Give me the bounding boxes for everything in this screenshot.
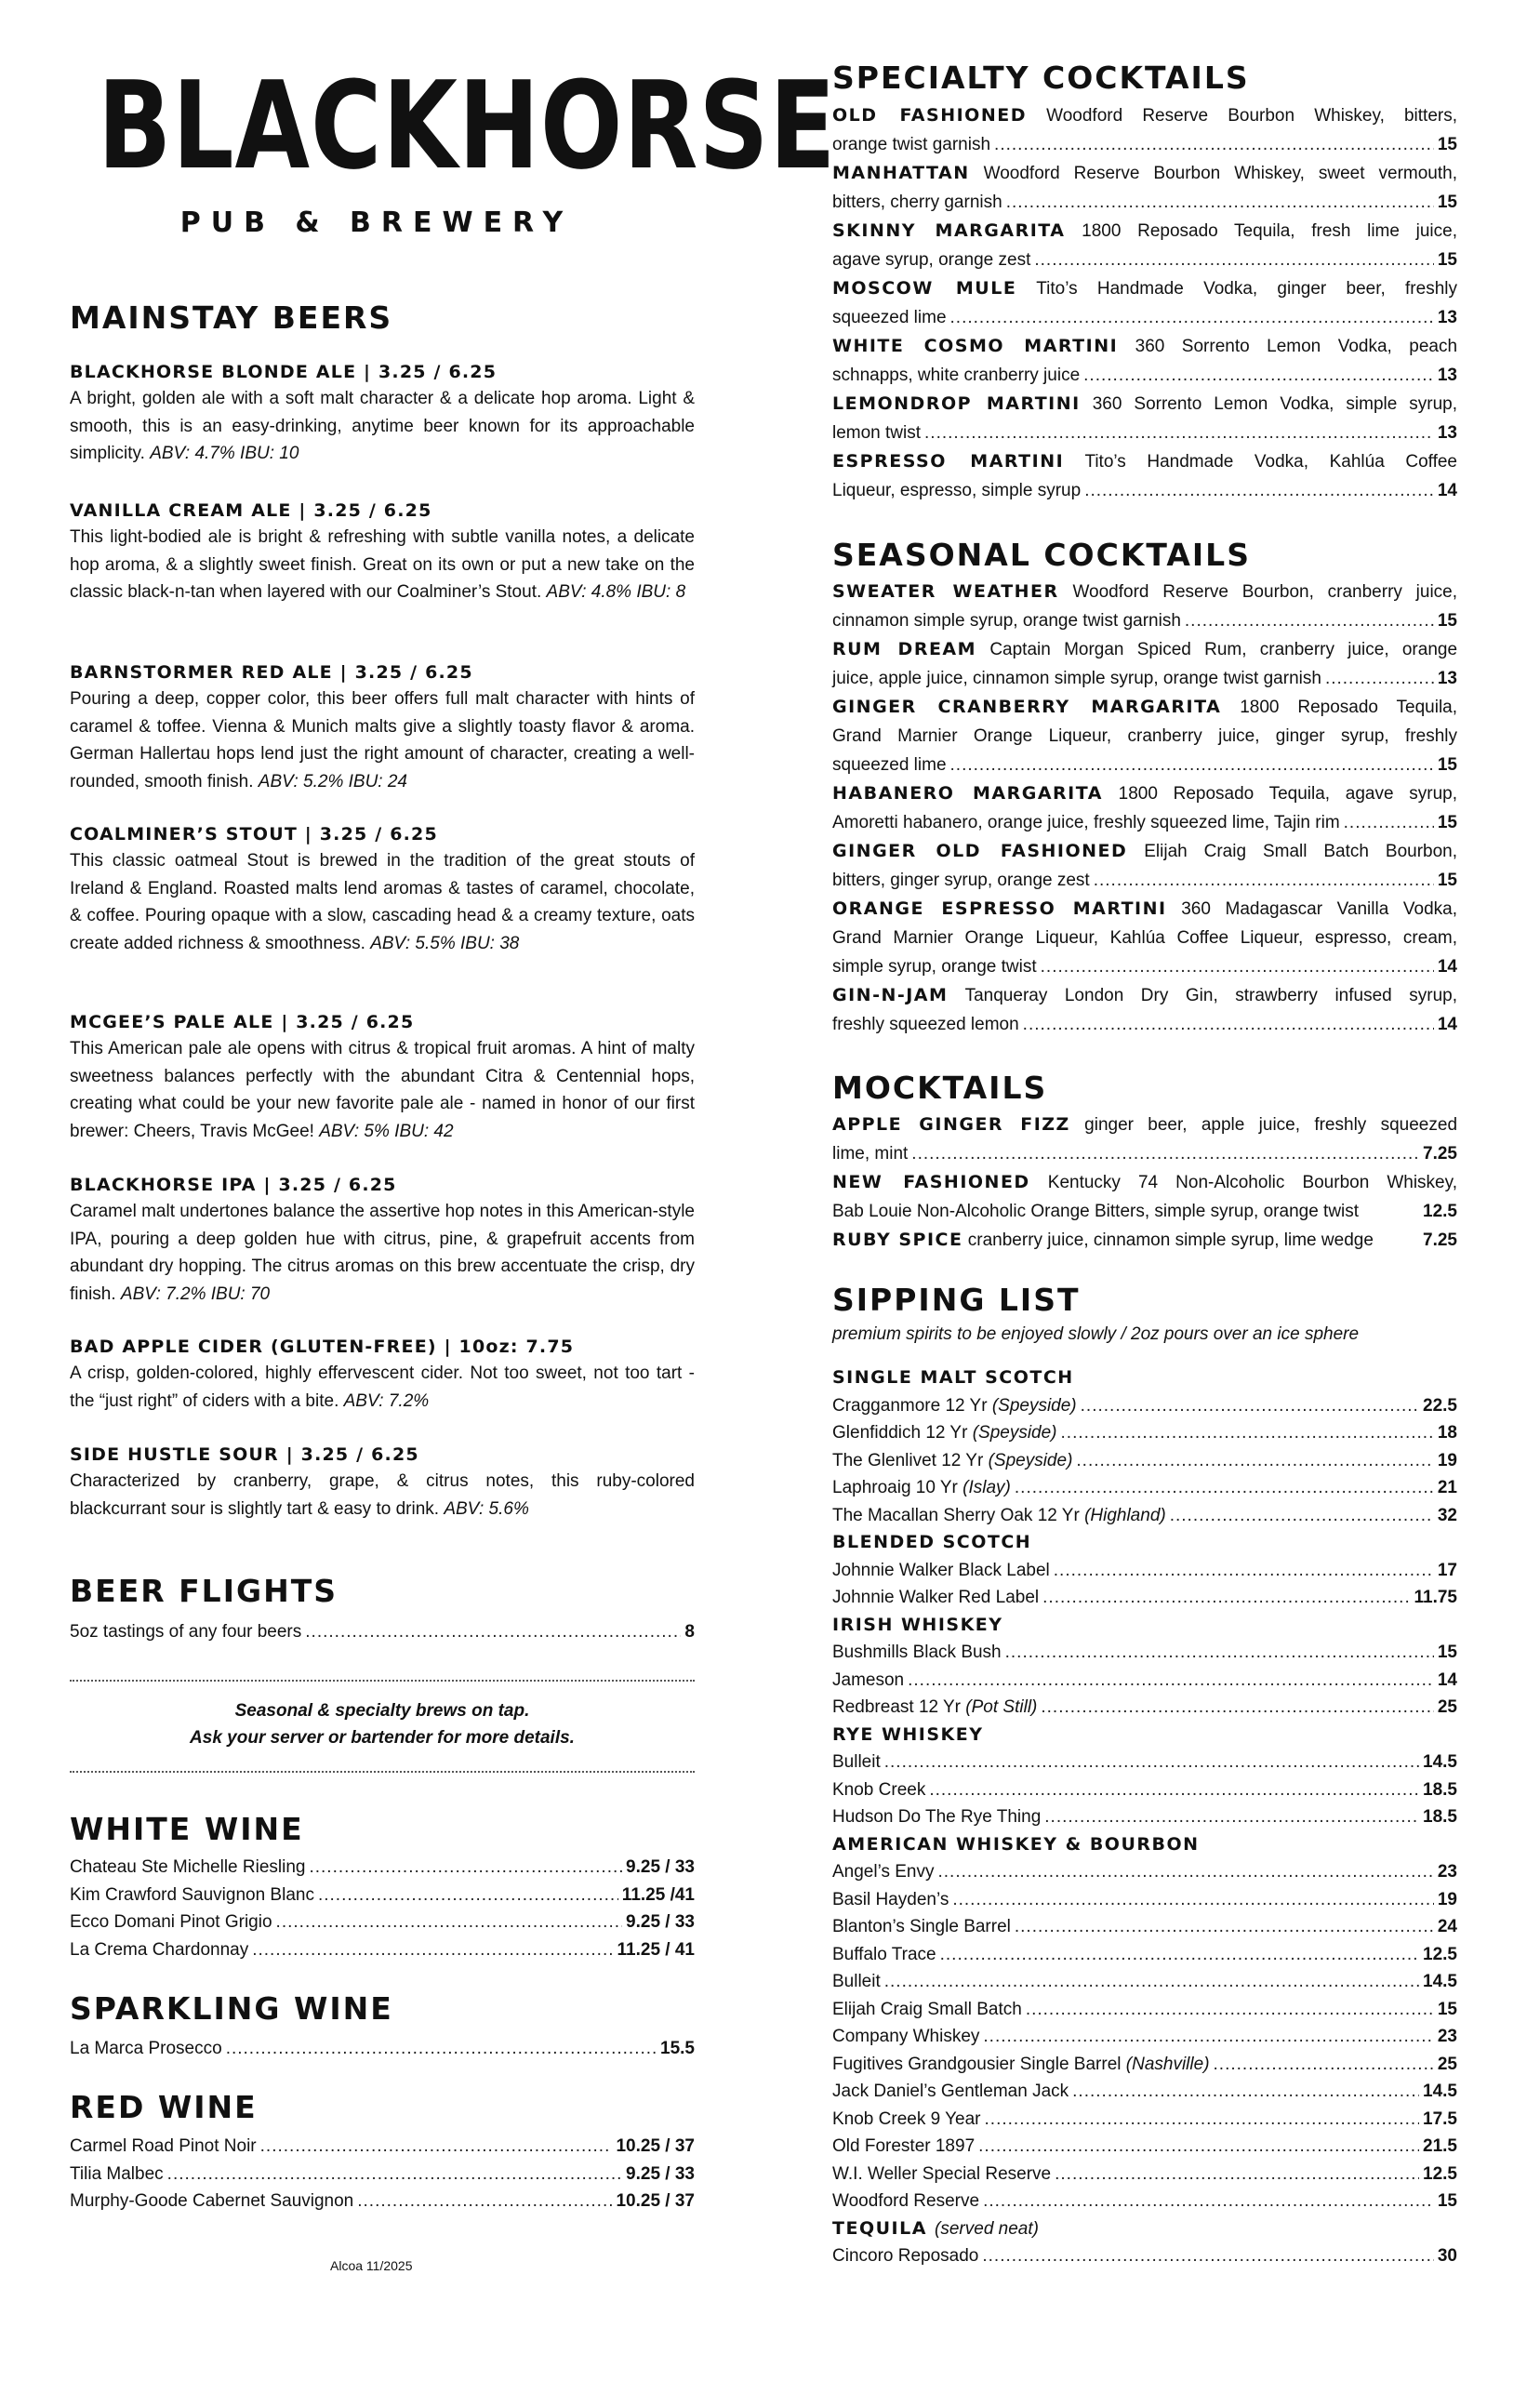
item-name: Kim Crawford Sauvignon Blanc [70, 1884, 314, 1905]
menu-line [832, 2242, 1457, 2270]
item-name: La Crema Chardonnay [70, 1939, 249, 1960]
cocktail-price: 15 [1437, 193, 1457, 212]
menu-line [70, 2133, 695, 2161]
spirit-name: Jameson [832, 1669, 905, 1690]
menu-line [832, 1776, 1457, 1804]
white-wine-list [70, 1854, 695, 1963]
mocktail-item [832, 1111, 1457, 1168]
cocktail-item [832, 635, 1457, 693]
spirit-price: 25 [1437, 2054, 1457, 2074]
spirit-name: Jack Daniel’s Gentleman Jack [832, 2082, 1069, 2101]
menu-line [70, 1936, 695, 1964]
menu-line [832, 1667, 1457, 1695]
beer-flights-list [70, 1618, 695, 1646]
cocktail-ingredients: 1800 Reposado Tequila, [1240, 698, 1458, 717]
beer-stats: ABV: 5.2% IBU: 24 [258, 771, 407, 791]
spirit-category: IRISH WHISKEY [832, 1614, 1003, 1635]
cocktail-ingredients: Woodford Reserve Bourbon, cranberry juice, [1072, 582, 1458, 602]
cocktail-ingredients: Captain Morgan Spiced Rum, cranberry juice, orange [989, 640, 1458, 659]
spirit-region: (Speyside) [988, 1450, 1073, 1470]
spirit-category-note: (served neat) [935, 2218, 1039, 2239]
red-wine-title: RED WINE [70, 2089, 258, 2125]
cocktail-ingredients: 360 Sorrento Lemon Vodka, simple syrup, [1092, 394, 1458, 414]
menu-line [832, 1474, 1457, 1502]
menu-line [70, 1618, 695, 1646]
spirit-price: 18.5 [1423, 1779, 1457, 1800]
menu-line [832, 1584, 1457, 1612]
cocktail-ingredients: agave syrup, orange zest [832, 250, 1031, 270]
cocktail-price: 15 [1437, 135, 1457, 154]
spirit-price: 23 [1437, 2027, 1457, 2046]
beer-description: This American pale ale opens with citrus & tropical fruit aromas. A hint of malty sweetness balances perfectly with the abundant Citra & Centennial hops, creating what could be your new favorite pale ale - named in honor of our first brewer: Cheers, Travis McGee! ABV: 5% IBU: 42 [70, 1039, 695, 1141]
cocktail-item [832, 578, 1457, 635]
cocktail-ingredients: bitters, cherry garnish [832, 193, 1002, 212]
beer-description: Caramel malt undertones balance the assertive hop notes in this American-style IPA, pouring a deep golden hue with citrus, pine, & grapefruit accents from abundant dry hopping. The citrus aromas on this brew accentuate the crisp, dry finish. ABV: 7.2% IBU: 70 [70, 1202, 695, 1304]
menu-line [832, 1996, 1457, 2024]
mocktail-price: 7.25 [1423, 1230, 1457, 1250]
item-price: 11.25 / 41 [617, 1939, 695, 1960]
beer-name: BLACKHORSE BLONDE ALE | 3.25 / 6.25 [70, 362, 498, 382]
spirit-price: 14 [1437, 1669, 1457, 1690]
seasonal-cocktails-list [832, 578, 1457, 1039]
spirit-price: 11.75 [1414, 1588, 1457, 1607]
menu-line [832, 1557, 1457, 1585]
spirit-region: (Nashville) [1125, 2054, 1210, 2074]
cocktail-ingredients: simple syrup, orange twist [832, 957, 1037, 977]
white-wine-title: WHITE WINE [70, 1811, 304, 1847]
item-name: Tilia Malbec [70, 2163, 164, 2184]
menu-line [832, 1858, 1457, 1886]
cocktail-name: MOSCOW MULE [832, 278, 1017, 299]
spirit-price: 32 [1437, 1505, 1457, 1525]
cocktail-ingredients: squeezed lime [832, 755, 947, 775]
spirit-price: 19 [1437, 1450, 1457, 1470]
cocktail-ingredients: juice, apple juice, cinnamon simple syrup, orange twist garnish [832, 669, 1321, 688]
spirit-region: (Speyside) [991, 1395, 1077, 1416]
spirit-name: Laphroaig 10 Yr [832, 1478, 958, 1497]
mocktail-name: NEW FASHIONED [832, 1172, 1030, 1192]
beer-description: This classic oatmeal Stout is brewed in the tradition of the great stouts of Ireland & England. Roasted malts lend aromas & tastes of caramel, chocolate, & coffee. Pouring opaque with a slow, cascading head & a creamy texture, oats create added richness & smoothness. ABV: 5.5% IBU: 38 [70, 851, 695, 953]
note-line: Ask your server or bartender for more details. [190, 1728, 575, 1748]
cocktail-item [832, 895, 1457, 981]
cocktail-item [832, 447, 1457, 505]
beer-description: Pouring a deep, copper color, this beer offers full malt character with hints of caramel & toffee. Vienna & Munich malts give a slightly toasty flavor & aroma. German Hallertau hops lend just the right amount of character, creating a well-rounded, smooth finish. ABV: 5.2% IBU: 24 [70, 689, 695, 791]
spirit-price: 21.5 [1423, 2136, 1457, 2156]
cocktail-ingredients: 1800 Reposado Tequila, fresh lime juice, [1082, 221, 1457, 241]
cocktail-price: 13 [1437, 423, 1457, 443]
beer-item [70, 821, 695, 957]
spirit-category: TEQUILA (served neat) [832, 2217, 1039, 2239]
cocktail-ingredients: cinnamon simple syrup, orange twist garnish [832, 611, 1181, 631]
menu-line [832, 2133, 1457, 2161]
item-price: 9.25 / 33 [626, 2163, 695, 2184]
cocktail-ingredients: squeezed lime [832, 308, 947, 327]
cocktail-name: SWEATER WEATHER [832, 581, 1059, 602]
note-line: Seasonal & specialty brews on tap. [234, 1701, 530, 1721]
spirit-region: (Pot Still) [965, 1697, 1038, 1717]
spirit-price: 15 [1437, 2191, 1457, 2211]
menu-line [832, 2161, 1457, 2188]
spirit-name: Knob Creek 9 Year [832, 2108, 981, 2129]
seasonal-cocktails-title: SEASONAL COCKTAILS [832, 537, 1251, 573]
menu-line [832, 2188, 1457, 2215]
item-price: 9.25 / 33 [626, 1857, 695, 1877]
spirit-category: AMERICAN WHISKEY & BOURBON [832, 1833, 1200, 1855]
logo-wordmark: BLACKHORSE [98, 54, 837, 197]
beer-item [70, 1172, 695, 1308]
cocktail-price: 15 [1437, 813, 1457, 832]
cocktail-item [832, 837, 1457, 895]
item-name: Chateau Ste Michelle Riesling [70, 1857, 306, 1877]
cocktail-ingredients: lemon twist [832, 423, 922, 443]
cocktail-ingredients: Elijah Craig Small Batch Bourbon, [1144, 842, 1458, 861]
beer-stats: ABV: 5.5% IBU: 38 [370, 933, 520, 953]
spirit-price: 24 [1437, 1917, 1457, 1936]
cocktail-name: ESPRESSO MARTINI [832, 451, 1065, 472]
item-name: Murphy-Goode Cabernet Sauvignon [70, 2191, 354, 2211]
spirit-category: SINGLE MALT SCOTCH [832, 1367, 1074, 1388]
menu-line [832, 1941, 1457, 1969]
cocktail-ingredients: Grand Marnier Orange Liqueur, Kahlúa Coffee Liqueur, espresso, cream, [832, 928, 1457, 948]
spirit-price: 19 [1437, 1889, 1457, 1909]
beer-name: MCGEE’S PALE ALE | 3.25 / 6.25 [70, 1012, 415, 1032]
beer-name: SIDE HUSTLE SOUR | 3.25 / 6.25 [70, 1444, 419, 1465]
spirit-name: Johnnie Walker Black Label [832, 1560, 1050, 1580]
cocktail-name: RUM DREAM [832, 639, 977, 659]
cocktail-item [832, 274, 1457, 332]
spirit-price: 30 [1437, 2246, 1457, 2266]
menu-line [70, 1882, 695, 1909]
menu-line [832, 2051, 1457, 2079]
spirit-region: (Islay) [962, 1478, 1011, 1497]
item-name: Ecco Domani Pinot Grigio [70, 1912, 272, 1932]
cocktail-price: 13 [1437, 366, 1457, 385]
item-name: 5oz tastings of any four beers [70, 1622, 302, 1642]
cocktail-name: HABANERO MARGARITA [832, 783, 1103, 804]
spirit-price: 25 [1437, 1697, 1457, 1717]
cocktail-ingredients: Woodford Reserve Bourbon Whiskey, bitters, [1046, 106, 1458, 126]
menu-line [832, 1694, 1457, 1722]
beer-description: A crisp, golden-colored, highly effervescent cider. Not too sweet, not too tart - the “just right” of ciders with a bite. ABV: 7.2% [70, 1363, 695, 1411]
mocktail-item [832, 1226, 1457, 1255]
beer-name: BAD APPLE CIDER (GLUTEN-FREE) | 10oz: 7.75 [70, 1337, 575, 1357]
beer-name: COALMINER’S STOUT | 3.25 / 6.25 [70, 824, 438, 845]
mocktail-ingredients: lime, mint [832, 1144, 909, 1164]
menu-line [832, 1803, 1457, 1831]
mocktails-title: MOCKTAILS [832, 1070, 1048, 1106]
sparkling-wine-list [70, 2035, 695, 2063]
spirit-name: Hudson Do The Rye Thing [832, 1807, 1042, 1827]
beer-stats: ABV: 7.2% [343, 1390, 430, 1411]
cocktail-item [832, 693, 1457, 779]
beer-stats: ABV: 7.2% IBU: 70 [120, 1284, 271, 1304]
cocktail-item [832, 217, 1457, 274]
menu-line [832, 2106, 1457, 2134]
beer-item [70, 498, 695, 606]
beer-stats: ABV: 5% IBU: 42 [319, 1121, 454, 1141]
spirit-name: Redbreast 12 Yr [832, 1697, 962, 1717]
specialty-brews-note [70, 1697, 695, 1751]
mocktail-ingredients: Kentucky 74 Non-Alcoholic Bourbon Whiskey, [1047, 1173, 1457, 1192]
beer-item [70, 359, 695, 468]
spirit-price: 18 [1437, 1423, 1457, 1443]
cocktail-price: 14 [1437, 957, 1457, 977]
cocktail-name: GINGER OLD FASHIONED [832, 841, 1128, 861]
item-name: La Marca Prosecco [70, 2039, 222, 2058]
spirit-region: (Speyside) [972, 1423, 1057, 1443]
spirit-name: Basil Hayden’s [832, 1889, 949, 1909]
spirit-region: (Highland) [1084, 1505, 1166, 1525]
spirit-name: Woodford Reserve [832, 2191, 980, 2211]
spirit-name: Cincoro Reposado [832, 2246, 979, 2266]
mocktail-price: 7.25 [1423, 1144, 1457, 1164]
spirit-price: 12.5 [1423, 1944, 1457, 1964]
cocktail-ingredients: Tito’s Handmade Vodka, ginger beer, freshly [1036, 279, 1457, 299]
logo-subtitle: PUB & BREWERY [179, 206, 574, 239]
sipping-list-title: SIPPING LIST [832, 1282, 1081, 1318]
menu-line [70, 2035, 695, 2063]
mocktails-list [832, 1111, 1457, 1255]
spirit-category: RYE WHISKEY [832, 1723, 984, 1745]
item-price: 9.25 / 33 [626, 1912, 695, 1932]
beer-stats: ABV: 4.7% IBU: 10 [150, 444, 299, 463]
spirit-name: Bushmills Black Bush [832, 1643, 1002, 1662]
cocktail-ingredients: freshly squeezed lemon [832, 1015, 1019, 1034]
item-price: 10.25 / 37 [616, 2136, 695, 2156]
cocktail-ingredients: Woodford Reserve Bourbon Whiskey, sweet vermouth, [983, 164, 1457, 183]
mocktail-name: RUBY SPICE [832, 1230, 963, 1250]
cocktail-ingredients: Grand Marnier Orange Liqueur, cranberry juice, ginger syrup, freshly [832, 726, 1457, 746]
cocktail-name: LEMONDROP MARTINI [832, 393, 1081, 414]
sipping-list-subtitle: premium spirits to be enjoyed slowly / 2oz pours over an ice sphere [832, 1324, 1360, 1344]
cocktail-ingredients: Tanqueray London Dry Gin, strawberry infused syrup, [964, 986, 1457, 1005]
spirit-name: W.I. Weller Special Reserve [832, 2163, 1052, 2184]
spirit-name: The Macallan Sherry Oak 12 Yr [832, 1505, 1080, 1525]
menu-line [832, 1639, 1457, 1667]
cocktail-ingredients: Liqueur, espresso, simple syrup [832, 481, 1082, 500]
beer-item [70, 1442, 695, 1523]
mocktail-ingredients: cranberry juice, cinnamon simple syrup, lime wedge [967, 1230, 1374, 1250]
beer-description: This light-bodied ale is bright & refreshing with subtle vanilla notes, a delicate hop aroma, & a slightly sweet finish. Great on its own or put a new take on the classic black-n-tan when layered with our Coalminer’s Stout. ABV: 4.8% IBU: 8 [70, 527, 695, 602]
menu-line [832, 1968, 1457, 1996]
cocktail-price: 15 [1437, 871, 1457, 890]
cocktail-ingredients: schnapps, white cranberry juice [832, 366, 1081, 385]
cocktail-price: 15 [1437, 611, 1457, 631]
cocktail-name: OLD FASHIONED [832, 105, 1027, 126]
beer-stats: ABV: 5.6% [444, 1498, 529, 1519]
spirit-price: 17 [1437, 1560, 1457, 1580]
spirit-name: Old Forester 1897 [832, 2136, 976, 2156]
beer-description: A bright, golden ale with a soft malt character & a delicate hop aroma. Light & smooth, this is an easy-drinking, anytime beer known for its approachable simplicity. ABV: 4.7% IBU: 10 [70, 389, 695, 463]
spirit-price: 15 [1437, 1999, 1457, 2019]
cocktail-price: 15 [1437, 755, 1457, 775]
menu-line [832, 1886, 1457, 1914]
spirit-name: Cragganmore 12 Yr [832, 1395, 988, 1416]
spirit-name: Bulleit [832, 1752, 881, 1772]
spirit-name: Elijah Craig Small Batch [832, 1999, 1022, 2019]
beer-item [70, 1334, 695, 1415]
beer-item [70, 659, 695, 795]
cocktail-price: 14 [1437, 481, 1457, 500]
beer-name: BLACKHORSE IPA | 3.25 / 6.25 [70, 1175, 397, 1195]
cocktail-name: MANHATTAN [832, 163, 970, 183]
menu-line [70, 1909, 695, 1936]
cocktail-price: 13 [1437, 669, 1457, 688]
spirit-name: The Glenlivet 12 Yr [832, 1450, 984, 1470]
cocktail-item [832, 981, 1457, 1039]
beer-description: Characterized by cranberry, grape, & citrus notes, this ruby-colored blackcurrant sour is slightly tart & easy to drink. ABV: 5.6% [70, 1471, 695, 1519]
beer-stats: ABV: 4.8% IBU: 8 [546, 582, 686, 602]
specialty-cocktails-list [832, 101, 1457, 505]
menu-line [832, 1447, 1457, 1475]
cocktail-ingredients: Amoretti habanero, orange juice, freshly squeezed lime, Tajin rim [832, 813, 1340, 832]
menu-line [832, 1913, 1457, 1941]
cocktail-ingredients: orange twist garnish [832, 135, 991, 154]
spirit-name: Buffalo Trace [832, 1944, 936, 1964]
spirit-price: 22.5 [1423, 1395, 1457, 1416]
divider [70, 1771, 695, 1773]
spirit-price: 12.5 [1423, 2163, 1457, 2184]
menu-line [832, 1419, 1457, 1447]
spirit-price: 18.5 [1423, 1807, 1457, 1827]
mocktail-ingredients: ginger beer, apple juice, freshly squeezed [1084, 1115, 1458, 1135]
menu-line [832, 2023, 1457, 2051]
cocktail-ingredients: 360 Madagascar Vanilla Vodka, [1181, 899, 1457, 919]
item-price: 15.5 [660, 2039, 695, 2058]
spirit-name: Company Whiskey [832, 2027, 980, 2046]
mocktail-item [832, 1168, 1457, 1226]
menu-line [832, 1392, 1457, 1420]
menu-line [832, 1749, 1457, 1776]
menu-line [70, 2161, 695, 2188]
cocktail-ingredients: 1800 Reposado Tequila, agave syrup, [1118, 784, 1457, 804]
cocktail-name: ORANGE ESPRESSO MARTINI [832, 898, 1167, 919]
spirit-price: 17.5 [1423, 2108, 1457, 2129]
menu-line [70, 2188, 695, 2215]
menu-line [832, 2078, 1457, 2106]
mocktail-ingredients: Bab Louie Non-Alcoholic Orange Bitters, simple syrup, orange twist [832, 1202, 1360, 1221]
red-wine-list [70, 2133, 695, 2215]
cocktail-item [832, 101, 1457, 159]
item-price: 8 [684, 1622, 695, 1642]
spirit-price: 14.5 [1423, 2082, 1457, 2101]
spirit-name: Bulleit [832, 1972, 881, 1991]
spirit-name: Knob Creek [832, 1779, 926, 1800]
logo [98, 54, 837, 239]
cocktail-price: 13 [1437, 308, 1457, 327]
spirit-name: Blanton’s Single Barrel [832, 1917, 1011, 1936]
spirit-name: Angel’s Envy [832, 1862, 935, 1882]
cocktail-name: GIN-N-JAM [832, 985, 949, 1005]
menu-line [70, 1854, 695, 1882]
cocktail-item [832, 159, 1457, 217]
spirit-price: 14.5 [1423, 1752, 1457, 1772]
cocktail-name: SKINNY MARGARITA [832, 220, 1066, 241]
mocktail-price: 12.5 [1423, 1202, 1457, 1221]
item-price: 11.25 /41 [621, 1884, 695, 1905]
sipping-list [832, 1364, 1457, 2270]
beer-name: BARNSTORMER RED ALE | 3.25 / 6.25 [70, 662, 473, 683]
cocktail-price: 15 [1437, 250, 1457, 270]
beer-name: VANILLA CREAM ALE | 3.25 / 6.25 [70, 500, 432, 521]
spirit-category: BLENDED SCOTCH [832, 1532, 1032, 1552]
cocktail-item [832, 332, 1457, 390]
footer-date: Alcoa 11/2025 [330, 2258, 413, 2273]
cocktail-item [832, 390, 1457, 447]
beer-item [70, 1009, 695, 1145]
divider [70, 1680, 695, 1682]
cocktail-ingredients: 360 Sorrento Lemon Vodka, peach [1135, 337, 1458, 356]
spirit-name: Fugitives Grandgousier Single Barrel [832, 2054, 1122, 2074]
spirit-name: Johnnie Walker Red Label [832, 1588, 1040, 1607]
mocktail-name: APPLE GINGER FIZZ [832, 1114, 1070, 1135]
mainstay-beers-title: MAINSTAY BEERS [70, 299, 393, 336]
spirit-price: 23 [1437, 1862, 1457, 1882]
cocktail-ingredients: bitters, ginger syrup, orange zest [832, 871, 1090, 890]
cocktail-name: GINGER CRANBERRY MARGARITA [832, 697, 1222, 717]
spirit-price: 21 [1437, 1478, 1457, 1497]
menu-line [832, 1502, 1457, 1530]
sparkling-wine-title: SPARKLING WINE [70, 1990, 393, 2027]
item-name: Carmel Road Pinot Noir [70, 2136, 257, 2156]
spirit-price: 14.5 [1423, 1972, 1457, 1991]
cocktail-item [832, 779, 1457, 837]
spirit-price: 15 [1437, 1643, 1457, 1662]
specialty-cocktails-title: SPECIALTY COCKTAILS [832, 60, 1250, 96]
item-price: 10.25 / 37 [616, 2191, 695, 2211]
beer-flights-title: BEER FLIGHTS [70, 1573, 338, 1609]
spirit-name: Glenfiddich 12 Yr [832, 1423, 968, 1443]
cocktail-name: WHITE COSMO MARTINI [832, 336, 1119, 356]
cocktail-ingredients: Tito’s Handmade Vodka, Kahlúa Coffee [1084, 452, 1457, 472]
cocktail-price: 14 [1437, 1015, 1457, 1034]
